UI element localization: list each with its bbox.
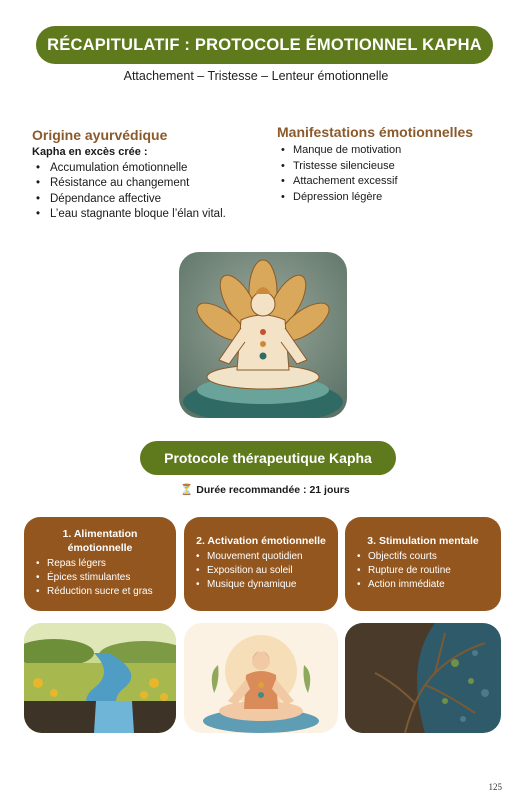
list-item: • Exposition au soleil [194,564,328,578]
protocol-card-stimulation [345,517,501,611]
list-item: • Objectifs courts [355,550,491,564]
card-title: 1. Alimentation émotionnelle [62,528,138,554]
list-item: • Attachement excessif [277,174,497,190]
origin-list [32,161,267,223]
page-title [36,26,493,64]
manifestations-section [277,124,497,205]
origin-title: Origine ayurvédique [32,127,168,143]
list-item: • Accumulation émotionnelle [32,161,267,176]
card-title: 3. Stimulation mentale [367,535,479,547]
meditation-woman-image [184,623,338,733]
list-item: • Action immédiate [355,578,491,592]
list-item: • Réduction sucre et gras [34,585,166,599]
card-list [194,550,328,592]
card-list [34,557,166,599]
protocol-card-alimentation [24,517,176,611]
protocol-card-activation [184,517,338,611]
origin-section [32,127,267,223]
protocol-title [140,441,396,475]
list-item: • Musique dynamique [194,578,328,592]
list-item: • Manque de motivation [277,143,497,159]
duration-text: Durée recommandée : 21 jours [196,484,350,496]
list-item: • L’eau stagnante bloque l’élan vital. [32,207,267,222]
card-title: 2. Activation émotionnelle [196,535,326,547]
river-landscape-image [24,623,176,733]
meditation-woman-illustration [184,623,338,733]
duration-line [0,483,512,496]
list-item: • Dépression légère [277,190,497,206]
meditation-hero-image [179,252,347,418]
hourglass-icon: ⏳ [180,484,194,496]
list-item: • Tristesse silencieuse [277,159,497,175]
list-item: • Repas légers [34,557,166,571]
roots-water-image [345,623,501,733]
page-title-text: RÉCAPITULATIF : PROTOCOLE ÉMOTIONNEL KAPHA [47,35,482,54]
list-item: • Épices stimulantes [34,571,166,585]
list-item: • Mouvement quotidien [194,550,328,564]
list-item: • Rupture de routine [355,564,491,578]
list-item: • Résistance au changement [32,176,267,191]
list-item: • Dépendance affective [32,192,267,207]
river-landscape-illustration [24,623,176,733]
manifestations-list [277,143,497,205]
manifestations-title: Manifestations émotionnelles [277,124,474,140]
page-subtitle: Attachement – Tristesse – Lenteur émotionnelle [123,69,389,83]
meditation-figure-illustration [179,252,347,418]
card-list [355,550,491,592]
page-number: 125 [488,782,502,792]
protocol-title-text: Protocole thérapeutique Kapha [164,450,372,466]
roots-water-illustration [345,623,501,733]
origin-subtitle: Kapha en excès crée : [32,146,148,158]
